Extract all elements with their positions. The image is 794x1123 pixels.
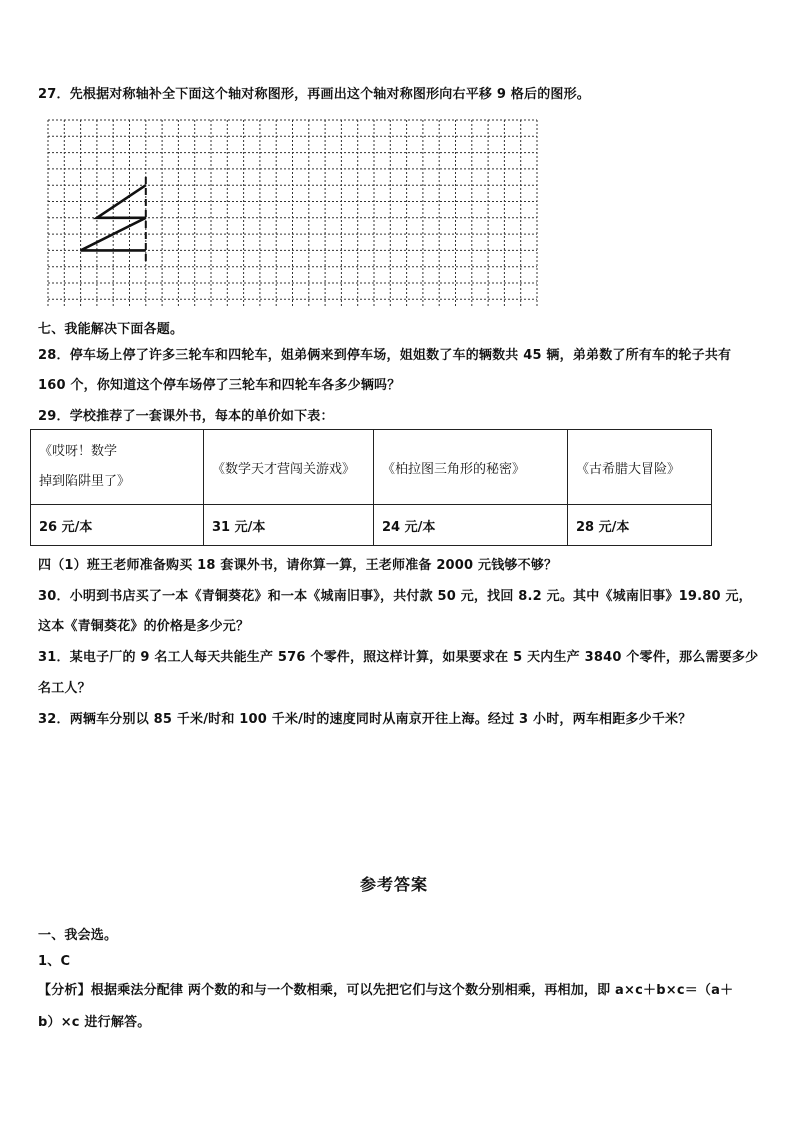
question-27: 27．先根据对称轴补全下面这个轴对称图形，再画出这个轴对称图形向右平移 9 格后的图形。	[38, 87, 590, 102]
question-30-line2: 这本《青铜葵花》的价格是多少元？	[38, 619, 250, 634]
section-7-heading: 七、我能解决下面各题。	[38, 322, 184, 337]
book-price-cell: 28 元/本	[568, 505, 712, 546]
question-28-line2: 160 个，你知道这个停车场停了三轮车和四轮车各多少辆吗？	[38, 378, 401, 393]
question-32: 32．两辆车分别以 85 千米/时和 100 千米/时的速度同时从南京开往上海。经过 3 小时，两车相距多少千米？	[38, 712, 692, 727]
book-title-cell: 《数学天才营闯关游戏》	[204, 430, 374, 505]
table-row	[31, 505, 712, 546]
book-title-cell: 《柏拉图三角形的秘密》	[374, 430, 568, 505]
question-31-line1: 31．某电子厂的 9 名工人每天共能生产 576 个零件，照这样计算，如果要求在 5 天内生产 3840 个零件，那么需要多少	[38, 650, 759, 665]
analysis-line1: 【分析】根据乘法分配律 两个数的和与一个数相乘，可以先把它们与这个数分别相乘，再相加，即 a×c＋b×c＝（a＋	[38, 983, 734, 998]
analysis-line2: b）×c 进行解答。	[38, 1015, 151, 1030]
question-28-line1: 28．停车场上停了许多三轮车和四轮车，姐弟俩来到停车场，姐姐数了车的辆数共 45 辆，弟弟数了所有车的轮子共有	[38, 348, 732, 363]
book-price-cell: 31 元/本	[204, 505, 374, 546]
question-30-line1: 30．小明到书店买了一本《青铜葵花》和一本《城南旧事》，共付款 50 元，找回 8.2 元。其中《城南旧事》19.80 元，	[38, 589, 752, 604]
question-29-subquestion: 四（1）班王老师准备购买 18 套课外书，请你算一算，王老师准备 2000 元钱够不够？	[38, 558, 558, 573]
book-price-cell: 26 元/本	[31, 505, 204, 546]
answer-1: 1、C	[38, 954, 71, 969]
question-31-line2: 名工人？	[38, 681, 91, 696]
book-title-line: 《哎呀！数学	[39, 444, 118, 459]
answers-title: 参考答案	[360, 875, 429, 894]
table-row	[31, 430, 712, 505]
section-1-heading: 一、我会选。	[38, 928, 118, 943]
book-price-table	[30, 429, 712, 546]
question-29: 29．学校推荐了一套课外书，每本的单价如下表：	[38, 409, 334, 424]
book-price-cell: 24 元/本	[374, 505, 568, 546]
book-title-cell: 《古希腊大冒险》	[568, 430, 712, 505]
book-title-line: 掉到陷阱里了》	[39, 474, 131, 489]
symmetry-grid-figure	[46, 117, 540, 307]
book-title-cell	[31, 430, 204, 505]
